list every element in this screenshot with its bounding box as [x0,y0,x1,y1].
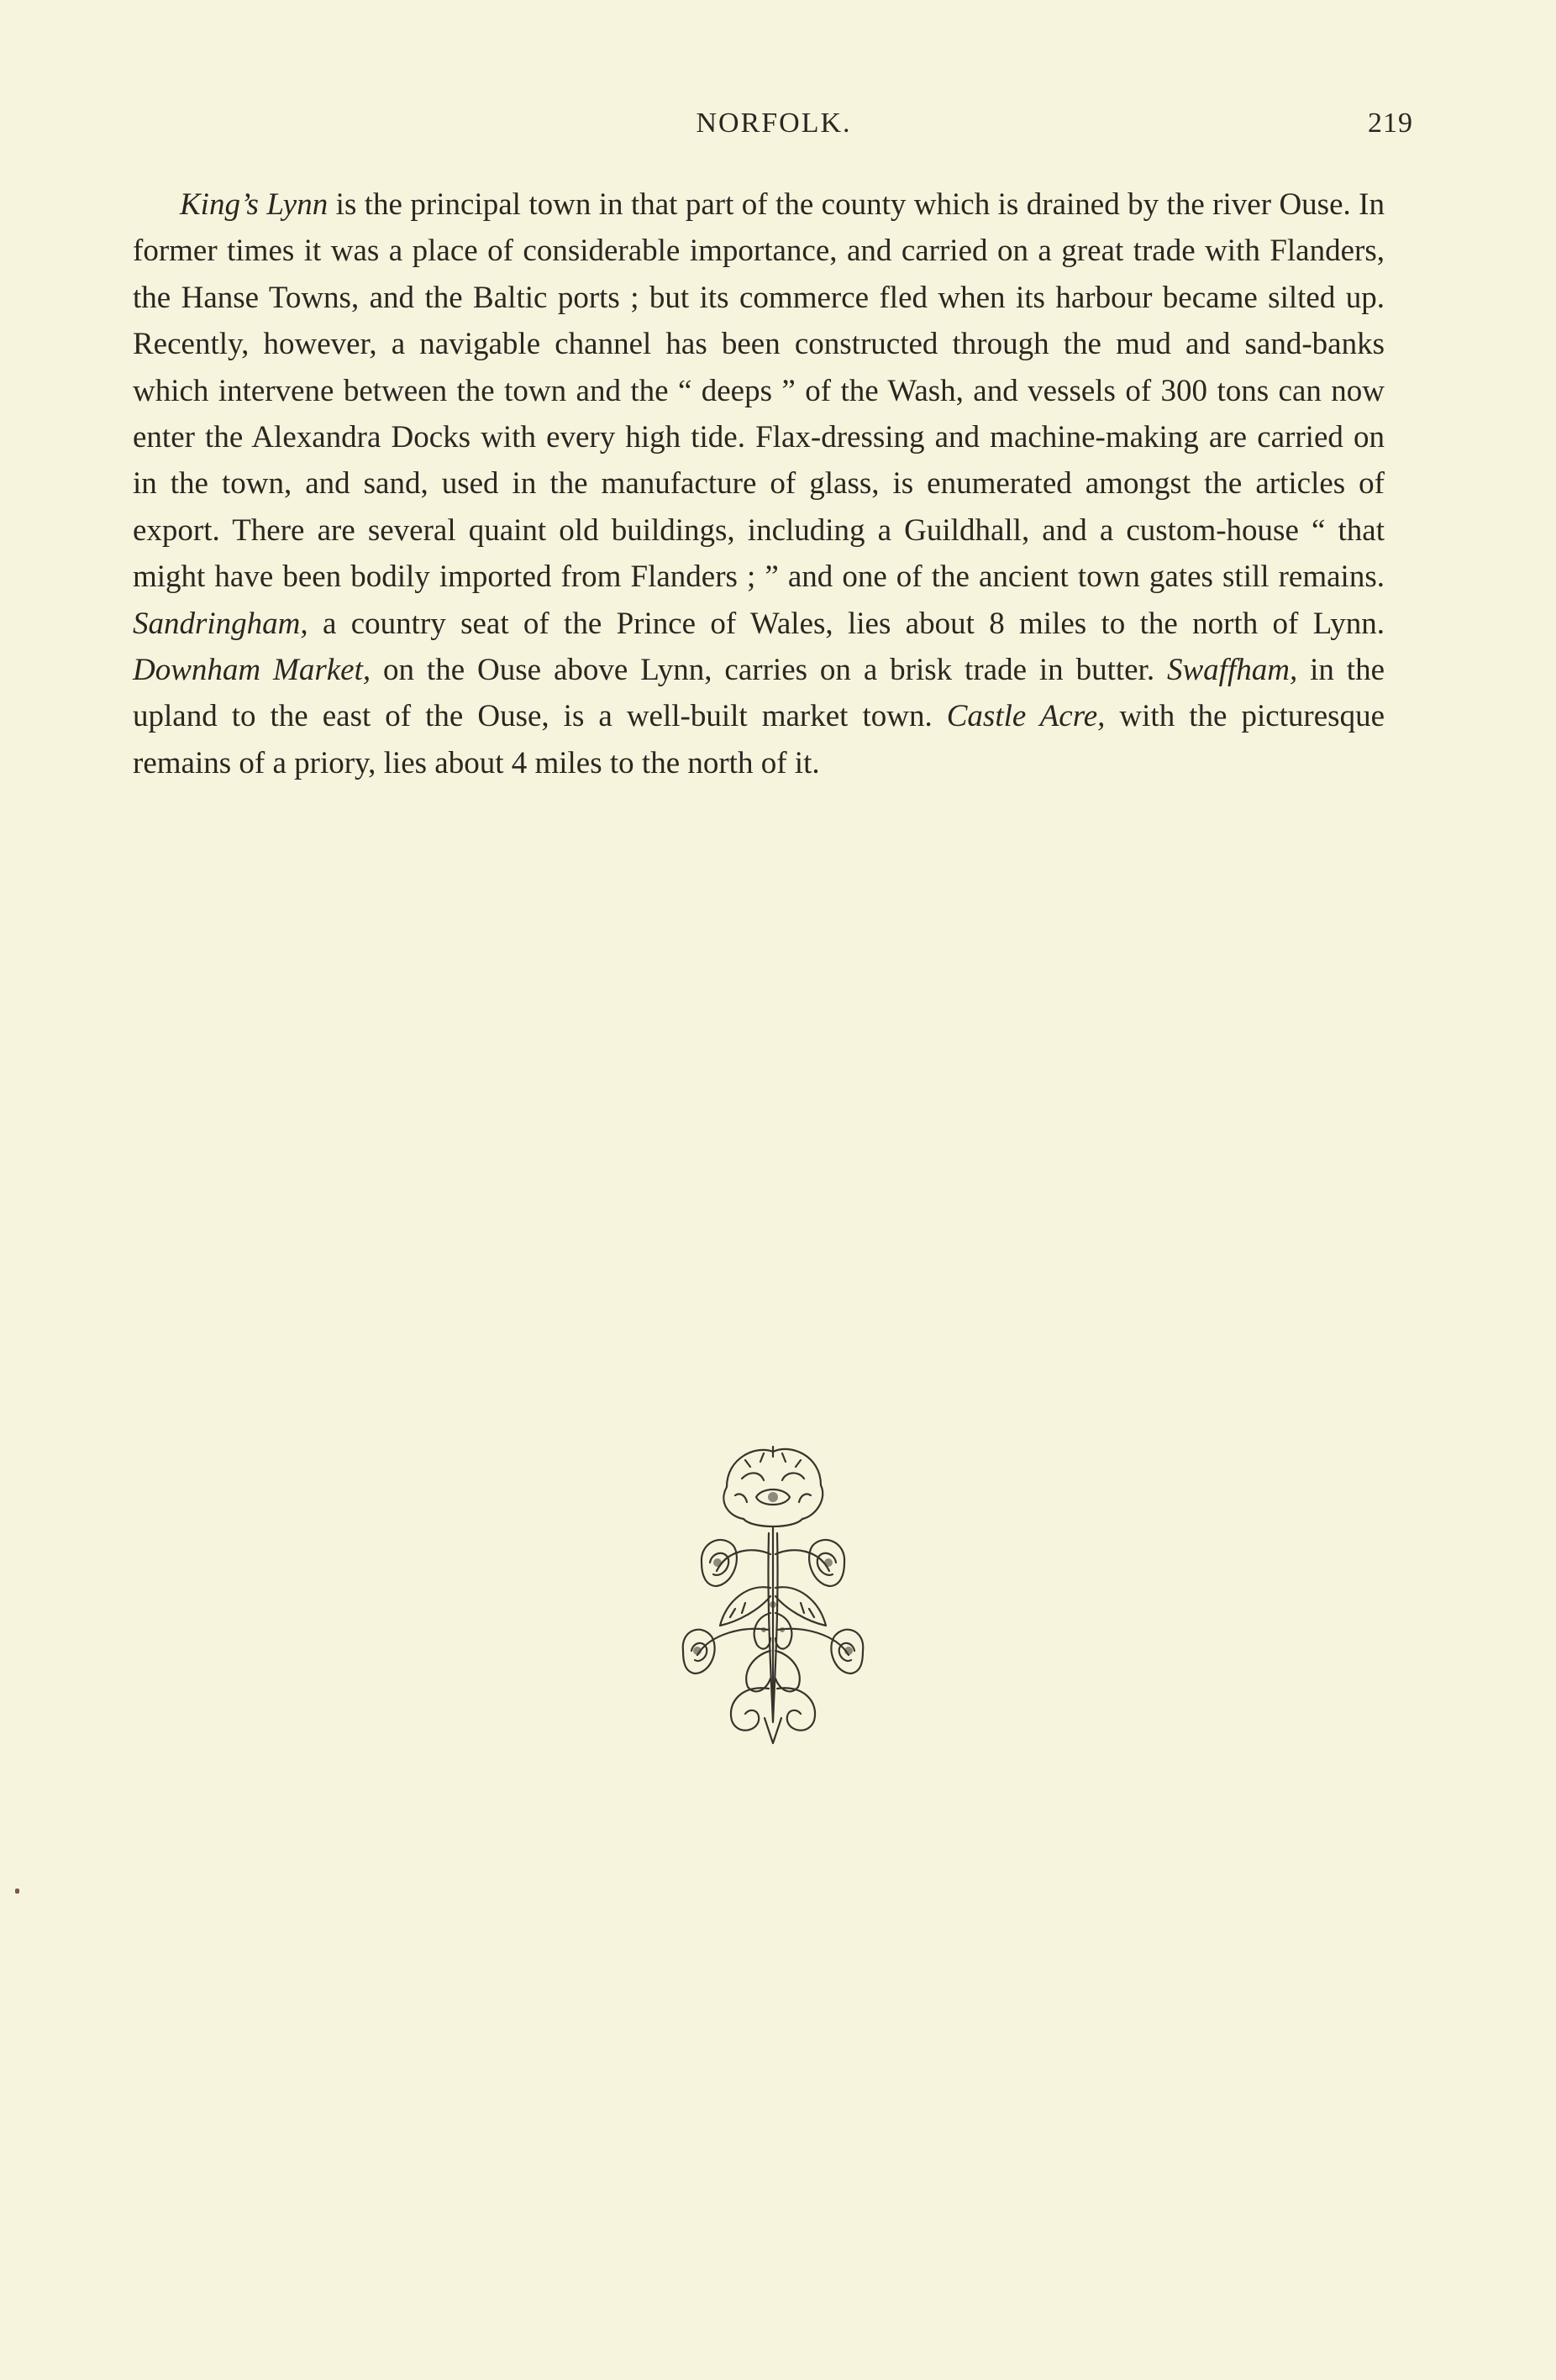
paragraph-text-3: on the Ouse above Lynn, carries on a brisk trade in butter. [371,653,1167,688]
running-title: NORFOLK. [696,108,852,139]
page-number: 219 [1368,108,1413,139]
running-head [134,102,1413,144]
floral-tailpiece-icon [676,1437,870,1747]
place-name-castle-acre: Castle Acre, [946,699,1106,734]
paragraph-text-4: in the upland to the east of the Ouse, is a well-built market town. [133,653,1385,734]
place-name-swaffham: Swaffham, [1167,653,1298,688]
place-name-downham-market: Downham Market, [133,653,371,688]
place-name-sandringham: Sandringham, [133,606,308,641]
body-paragraph [133,181,1385,786]
paragraph-text-5: with the picturesque remains of a priory, lies about 4 miles to the north of it. [133,699,1385,780]
paper-speck [15,1889,19,1894]
paragraph-text-2: a country seat of the Prince of Wales, lies about 8 miles to the north of Lynn. [308,606,1385,641]
place-name-kings-lynn: King’s Lynn [180,187,329,222]
paragraph-text-1: is the principal town in that part of the county which is drained by the river Ouse. In former times it was a place of considerable importance, and carried on a great trade with Flanders, the Hanse Towns, and the Baltic ports ; but its commerce fled when its harbour became silted up. Recently, however, a navigable channel has been constructed through the mud and sand-banks which intervene between the town and the “ deeps ” of the Wash, and vessels of 300 tons can now enter the Alexandra Docks with every high tide. Flax-dressing and machine-making are carried on in the town, and sand, used in the manufacture of glass, is enumerated amongst the articles of export. There are several quaint old buildings, including a Guildhall, and a custom-house “ that might have been bodily imported from Flanders ; ” and one of the ancient town gates still remains. [133,187,1385,595]
